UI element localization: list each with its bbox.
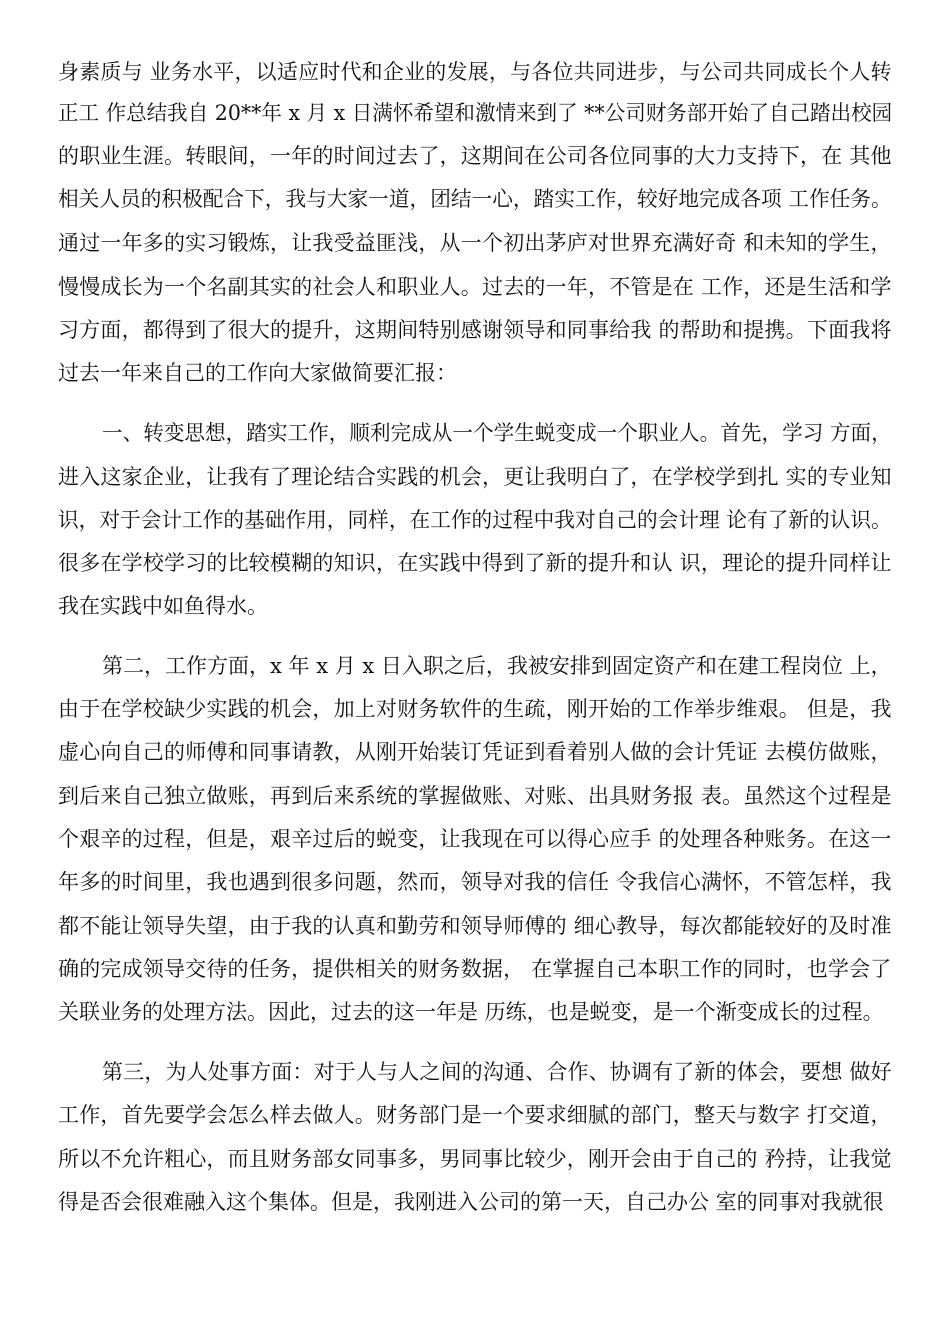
text-line: 第三，为人处事方面：对于人与人之间的沟通、合作、协调有了新的体会，要想 做好 (102, 1060, 892, 1084)
text-line: 正工 作总结我自 20**年 x 月 x 日满怀希望和激情来到了 **公司财务部开始了自己踏出校园 (58, 101, 893, 125)
text-line: 进入这家企业，让我有了理论结合实践的机会，更让我明白了，在学校学到扎 实的专业知 (58, 465, 892, 489)
text-line: 很多在学校学习的比较模糊的知识，在实践中得到了新的提升和认 识，理论的提升同样让 (58, 551, 892, 575)
text-line: 虚心向自己的师傅和同事请教，从刚开始装订凭证到看着别人做的会计凭证 去模仿做账， (58, 740, 892, 764)
text-line: 得是否会很难融入这个集体。但是，我刚进入公司的第一天，自己办公 室的同事对我就很 (58, 1190, 884, 1214)
text-line: 我在实践中如鱼得水。 (58, 594, 268, 618)
text-line: 身素质与 业务水平，以适应时代和企业的发展，与各位共同进步，与公司共同成长个人转 (58, 60, 892, 84)
text-line: 到后来自己独立做账，再到后来系统的掌握做账、对账、出具财务报 表。虽然这个过程是 (58, 784, 892, 808)
text-line: 慢慢成长为一个名副其实的社会人和职业人。过去的一年，不管是在 工作，还是生活和学 (58, 275, 892, 299)
text-line: 识，对于会计工作的基础作用，同样，在工作的过程中我对自己的会计理 论有了新的认识。 (58, 508, 892, 532)
text-line: 都不能让领导失望，由于我的认真和勤劳和领导师傅的 细心教导，每次都能较好的及时准 (58, 914, 892, 938)
text-line: 一、转变思想，踏实工作，顺利完成从一个学生蜕变成一个职业人。首先，学习 方面， (102, 421, 892, 445)
text-line: 工作，首先要学会怎么样去做人。财务部门是一个要求细腻的部门，整天与数字 打交道， (58, 1103, 892, 1127)
text-line: 第二，工作方面，x 年 x 月 x 日入职之后，我被安排到固定资产和在建工程岗位 上， (102, 654, 892, 678)
text-line: 所以不允许粗心，而且财务部女同事多，男同事比较少，刚开会由于自己的 矜持，让我觉 (58, 1147, 892, 1171)
text-line: 过去一年来自己的工作向大家做简要汇报： (58, 361, 457, 385)
text-line: 通过一年多的实习锻炼，让我受益匪浅，从一个初出茅庐对世界充满好奇 和未知的学生， (58, 231, 892, 255)
text-line: 关联业务的处理方法。因此，过去的这一年是 历练，也是蜕变，是一个渐变成长的过程。 (58, 1000, 884, 1024)
text-line: 相关人员的积极配合下，我与大家一道，团结一心，踏实工作，较好地完成各项 工作任务。 (58, 187, 892, 211)
text-line: 习方面，都得到了很大的提升，这期间特别感谢领导和同事给我 的帮助和提携。下面我将 (58, 318, 892, 342)
text-line: 由于在学校缺少实践的机会，加上对财务软件的生疏，刚开始的工作举步维艰。 但是，我 (58, 697, 892, 721)
text-line: 的职业生涯。转眼间，一年的时间过去了，这期间在公司各位同事的大力支持下，在 其他 (58, 144, 892, 168)
text-line: 个艰辛的过程，但是，艰辛过后的蜕变，让我现在可以得心应手 的处理各种账务。在这一 (58, 827, 892, 851)
text-line: 确的完成领导交待的任务，提供相关的财务数据， 在掌握自己本职工作的同时，也学会了 (58, 957, 892, 981)
text-line: 年多的时间里，我也遇到很多问题，然而，领导对我的信任 令我信心满怀，不管怎样，我 (58, 870, 892, 894)
